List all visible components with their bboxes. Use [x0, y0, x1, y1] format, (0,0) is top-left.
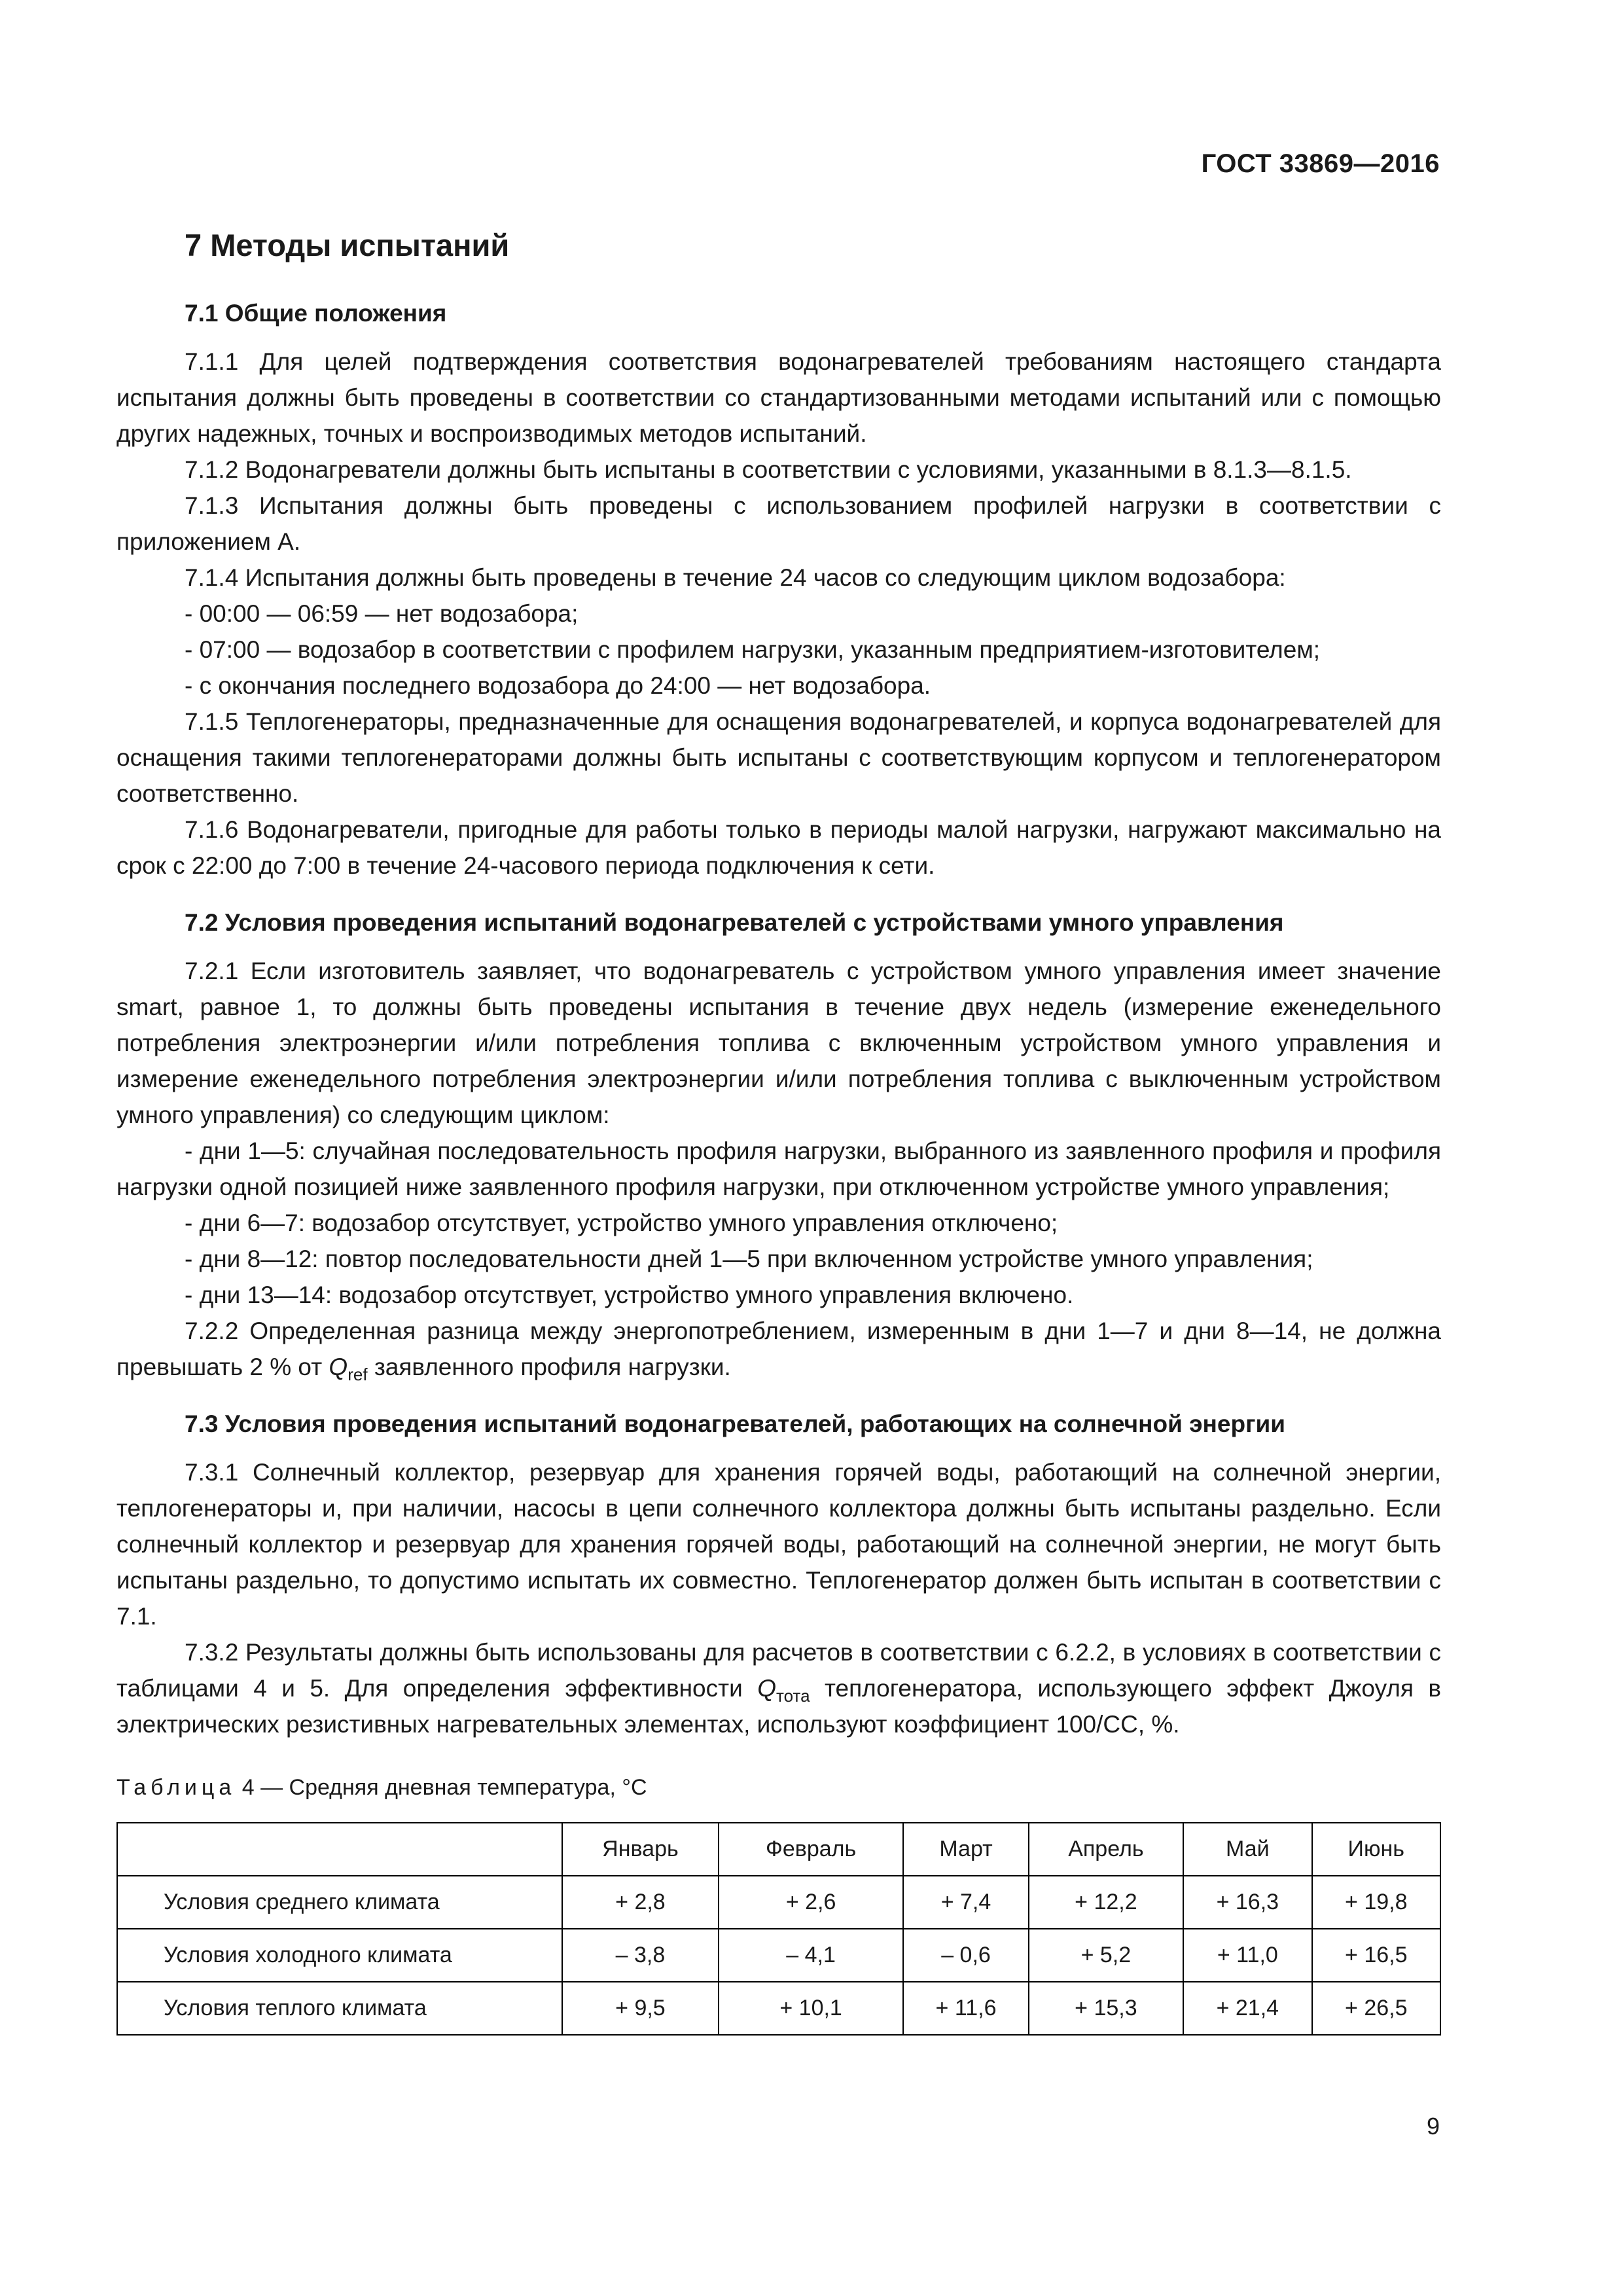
paragraph-7-1-6: 7.1.6 Водонагреватели, пригодные для работы только в периоды малой нагрузки, нагружают максимально на срок с 22:00 до 7:00 в течение 24-часового периода подключения к сети. — [116, 816, 1441, 879]
table-cell: + 9,5 — [562, 1982, 719, 2035]
row-label: Условия холодного климата — [117, 1929, 562, 1982]
table-row — [117, 1929, 1440, 1982]
column-header: Июнь — [1312, 1823, 1440, 1876]
table-corner-cell — [117, 1823, 562, 1876]
column-header: Февраль — [719, 1823, 904, 1876]
table-cell: + 5,2 — [1029, 1929, 1183, 1982]
table-cell: + 7,4 — [903, 1876, 1028, 1929]
table-row — [117, 1982, 1440, 2035]
table-caption: Таблица 4 — Средняя дневная температура, °С — [116, 1775, 647, 1800]
table-cell: – 3,8 — [562, 1929, 719, 1982]
paragraph-7-1-2: 7.1.2 Водонагреватели должны быть испытаны в соответствии с условиями, указанными в 8.1.3—8.1.5. — [185, 456, 1352, 483]
table-cell: + 26,5 — [1312, 1982, 1440, 2035]
list-item: - дни 1—5: случайная последовательность профиля нагрузки, выбранного из заявленного профиля и профиля нагрузки одной позицией ниже заявленного профиля нагрузки, при отключенном устройстве умного управления; — [116, 1138, 1441, 1200]
paragraph-7-3-1: 7.3.1 Солнечный коллектор, резервуар для хранения горячей воды, работающий на солнечной энергии, теплогенераторы и, при наличии, насосы в цепи солнечного коллектора должны быть испытаны раздельно. Если солнечный коллектор и резервуар для хранения горячей воды, работающий на солнечной энергии, не могут быть испытаны раздельно, то допустимо испытать их совместно. Теплогенератор должен быть испытан в соответствии с 7.1. — [116, 1459, 1441, 1630]
temperature-table — [116, 1822, 1441, 2036]
paragraph-7-2-2: 7.2.2 Определенная разница между энергопотреблением, измеренным в дни 1—7 и дни 8—14, не должна превышать 2 % от $Q_{ref}$ заявленного профиля нагрузки. — [116, 1318, 1441, 1384]
subsection-title-7-1: 7.1 Общие положения — [185, 300, 447, 327]
formula-subscript: ref — [348, 1365, 368, 1384]
subsection-title-7-2: 7.2 Условия проведения испытаний водонагревателей с устройствами умного управления — [185, 909, 1284, 936]
formula-subscript: тота — [776, 1686, 810, 1706]
column-header: Март — [903, 1823, 1028, 1876]
table-header-row — [117, 1823, 1440, 1876]
table-cell: + 2,8 — [562, 1876, 719, 1929]
paragraph-7-1-4: 7.1.4 Испытания должны быть проведены в течение 24 часов со следующим циклом водозабора: — [185, 564, 1286, 591]
paragraph-7-1-1: 7.1.1 Для целей подтверждения соответствия водонагревателей требованиям настоящего стандарта испытания должны быть проведены в соответствии со стандартизованными методами испытаний или с помощью других надежных, точных и воспроизводимых методов испытаний. — [116, 348, 1441, 447]
table-cell: + 11,6 — [903, 1982, 1028, 2035]
list-item: - дни 8—12: повтор последовательности дней 1—5 при включенном устройстве умного управления; — [185, 1246, 1313, 1272]
column-header: Январь — [562, 1823, 719, 1876]
list-item: - с окончания последнего водозабора до 24:00 — нет водозабора. — [185, 672, 931, 699]
formula-symbol: Q — [329, 1354, 348, 1380]
page-number: 9 — [1426, 2113, 1440, 2140]
table-cell: + 2,6 — [719, 1876, 904, 1929]
list-item: - 07:00 — водозабор в соответствии с профилем нагрузки, указанным предприятием-изготовителем; — [185, 636, 1321, 663]
table-cell: + 21,4 — [1183, 1982, 1311, 2035]
document-body — [116, 219, 1441, 2036]
subsection-title-7-3: 7.3 Условия проведения испытаний водонагревателей, работающих на солнечной энергии — [185, 1410, 1285, 1437]
paragraph-7-2-1: 7.2.1 Если изготовитель заявляет, что водонагреватель с устройством умного управления имеет значение smart, равное 1, то должны быть проведены испытания в течение двух недель (измерение еженедельного потребления электроэнергии и/или потребления топлива с включенным устройством умного управления и измерение еженедельного потребления электроэнергии и/или потребления топлива с выключенным устройством умного управления) со следующим циклом: — [116, 958, 1441, 1128]
formula-symbol: Q — [757, 1675, 776, 1702]
table-cell: + 15,3 — [1029, 1982, 1183, 2035]
row-label: Условия теплого климата — [117, 1982, 562, 2035]
row-label: Условия среднего климата — [117, 1876, 562, 1929]
column-header: Май — [1183, 1823, 1311, 1876]
table-cell: + 19,8 — [1312, 1876, 1440, 1929]
list-item: - дни 6—7: водозабор отсутствует, устройство умного управления отключено; — [185, 1210, 1058, 1236]
table-cell: + 12,2 — [1029, 1876, 1183, 1929]
table-row — [117, 1876, 1440, 1929]
paragraph-7-3-2: 7.3.2 Результаты должны быть использованы для расчетов в соответствии с 6.2.2, в условиях в соответствии с таблицами 4 и 5. Для определения эффективности $Q_{тота}$ теплогенератора, использующего эффект Джоуля в электрических резистивных нагревательных элементах, используют коэффициент 100/CC, %. — [116, 1639, 1442, 1738]
table-cell: + 10,1 — [719, 1982, 904, 2035]
section-title: 7 Методы испытаний — [185, 228, 510, 262]
column-header: Апрель — [1029, 1823, 1183, 1876]
table-cell: + 11,0 — [1183, 1929, 1311, 1982]
table-cell: – 4,1 — [719, 1929, 904, 1982]
paragraph-7-1-5: 7.1.5 Теплогенераторы, предназначенные для оснащения водонагревателей, и корпуса водонагревателей для оснащения такими теплогенераторами должны быть испытаны с соответствующим корпусом и теплогенератором соответственно. — [116, 708, 1441, 807]
paragraph-7-1-3: 7.1.3 Испытания должны быть проведены с использованием профилей нагрузки в соответствии с приложением А. — [116, 492, 1441, 555]
document-id: ГОСТ 33869—2016 — [1201, 149, 1440, 178]
list-item: - дни 13—14: водозабор отсутствует, устройство умного управления включено. — [185, 1282, 1074, 1308]
table-cell: – 0,6 — [903, 1929, 1028, 1982]
table-cell: + 16,3 — [1183, 1876, 1311, 1929]
list-item: - 00:00 — 06:59 — нет водозабора; — [185, 600, 579, 627]
table-cell: + 16,5 — [1312, 1929, 1440, 1982]
